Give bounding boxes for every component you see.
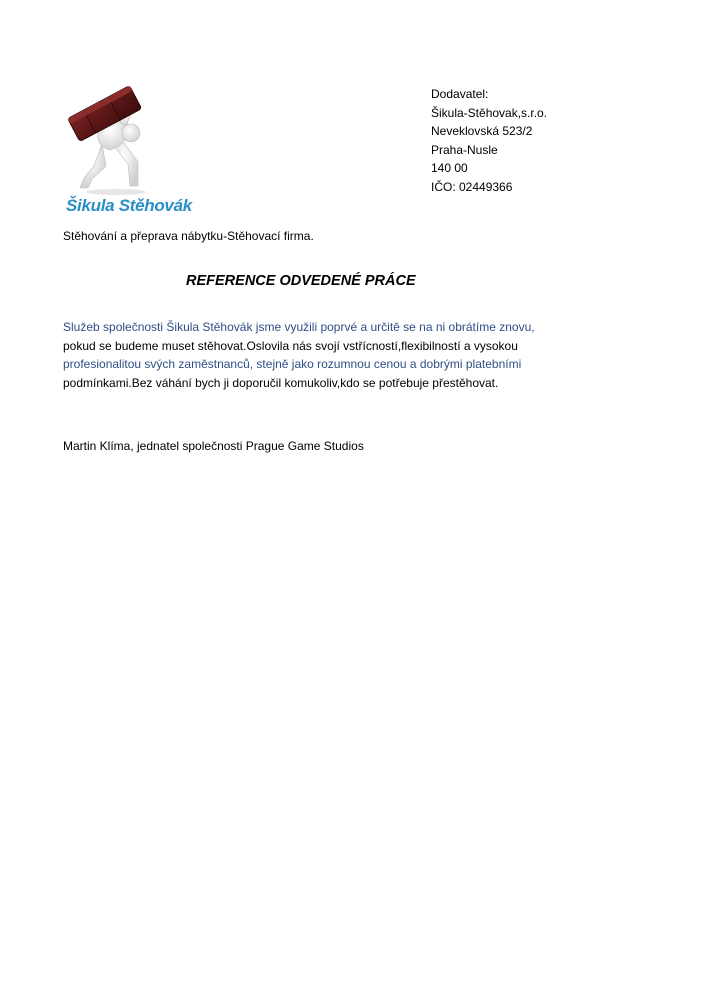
supplier-label: Dodavatel: (431, 87, 489, 101)
document-heading: REFERENCE ODVEDENÉ PRÁCE (186, 273, 416, 289)
company-tagline: Stěhování a přeprava nábytku-Stěhovací firma. (63, 229, 314, 243)
reference-line: profesionalitou svých zaměstnanců, stejně jako rozumnou cenou a dobrými platebními (63, 357, 522, 371)
reference-line: Služeb společnosti Šikula Stěhovák jsme využili poprvé a určitě se na ni obrátíme znovu, (63, 320, 535, 334)
signature-line: Martin Klíma, jednatel společnosti Prague Game Studios (63, 439, 364, 453)
reference-line: pokud se budeme muset stěhovat.Oslovila nás svojí vstřícností,flexibilností a vysokou (63, 338, 518, 353)
supplier-name: Šikula-Stěhovak,s.r.o. (431, 105, 548, 120)
supplier-zip: 140 00 (431, 161, 468, 175)
logo-text: Šikula Stěhovák (66, 196, 192, 215)
supplier-city: Praha-Nusle (431, 142, 498, 157)
reference-text (63, 318, 535, 392)
company-logo (58, 82, 208, 218)
supplier-ico: IČO: 02449366 (431, 179, 513, 194)
supplier-block (431, 85, 547, 196)
supplier-street: Neveklovská 523/2 (431, 124, 533, 138)
reference-line: podmínkami.Bez váhání bych ji doporučil komukoliv,kdo se potřebuje přestěhovat. (63, 375, 499, 390)
